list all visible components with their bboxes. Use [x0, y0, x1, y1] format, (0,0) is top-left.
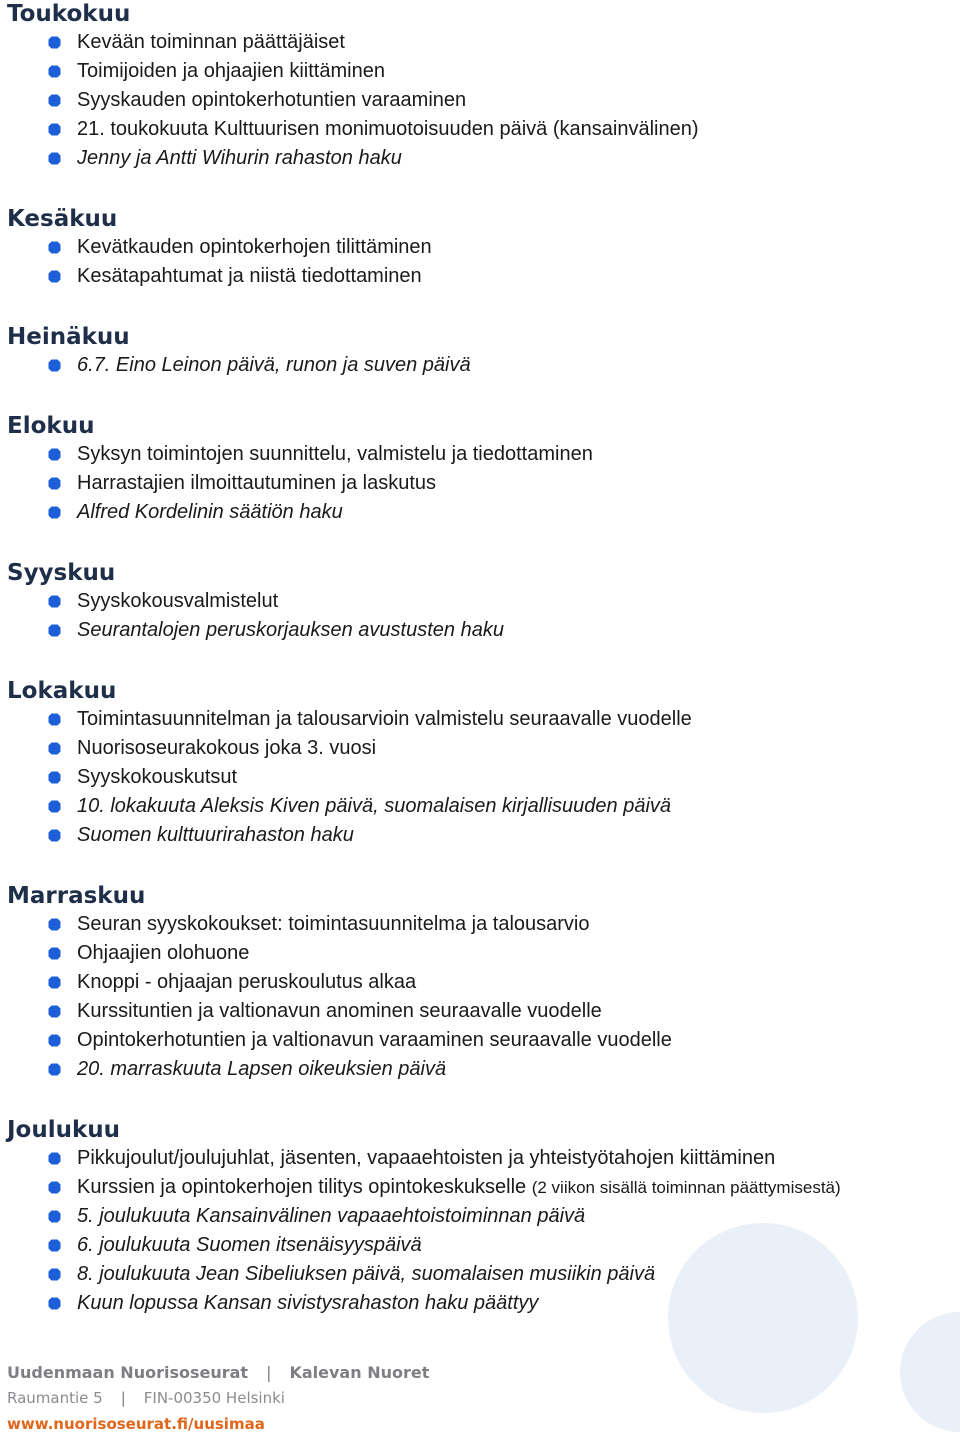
bullet-icon	[48, 1210, 61, 1223]
month-section	[7, 205, 957, 323]
list-item	[7, 616, 957, 645]
list-item	[7, 997, 957, 1026]
footer-address-separator: |	[120, 1389, 126, 1407]
list-item-text: Kuun lopussa Kansan sivistysrahaston haku päättyy	[77, 1292, 539, 1314]
list-item-text: Ohjaajien olohuone	[77, 942, 250, 964]
list-item	[7, 1173, 957, 1202]
list-item-text: Kurssien ja opintokerhojen tilitys opintokeskukselle	[77, 1176, 527, 1198]
list-item	[7, 28, 957, 57]
footer-website-link[interactable]: www.nuorisoseurat.fi/uusimaa	[7, 1415, 265, 1433]
list-item	[7, 587, 957, 616]
list-item	[7, 1231, 957, 1260]
event-list	[7, 233, 957, 291]
bullet-icon	[48, 595, 61, 608]
list-item	[7, 144, 957, 173]
list-item-text: Suomen kulttuurirahaston haku	[77, 824, 354, 846]
list-item	[7, 115, 957, 144]
footer-street: Raumantie 5	[7, 1389, 103, 1407]
event-list	[7, 705, 957, 850]
list-item-text: Kesätapahtumat ja niistä tiedottaminen	[77, 265, 422, 287]
event-list	[7, 440, 957, 527]
month-heading: Heinäkuu	[7, 324, 130, 350]
list-item-text: Kevätkauden opintokerhojen tilittäminen	[77, 236, 432, 258]
month-section	[7, 1116, 957, 1318]
section-spacer	[7, 173, 957, 205]
list-item-text: Nuorisoseurakokous joka 3. vuosi	[77, 737, 377, 759]
bullet-icon	[48, 624, 61, 637]
list-item	[7, 705, 957, 734]
list-item-text: Toimijoiden ja ohjaajien kiittäminen	[77, 60, 385, 82]
month-heading: Kesäkuu	[7, 206, 118, 232]
list-item	[7, 233, 957, 262]
list-item-text: Syyskokouskutsut	[77, 766, 238, 788]
list-item-note: (2 viikon sisällä toiminnan päättymisestä)	[531, 1178, 841, 1197]
list-item-text: 8. joulukuuta Jean Sibeliuksen päivä, suomalaisen musiikin päivä	[77, 1263, 656, 1285]
list-item-text: Harrastajien ilmoittautuminen ja laskutus	[77, 472, 437, 494]
list-item	[7, 469, 957, 498]
section-spacer	[7, 645, 957, 677]
list-item-text: 21. toukokuuta Kulttuurisen monimuotoisuuden päivä (kansainvälinen)	[77, 118, 699, 140]
bullet-icon	[48, 65, 61, 78]
bullet-icon	[48, 947, 61, 960]
footer-address	[7, 1385, 427, 1411]
bullet-icon	[48, 1297, 61, 1310]
list-item-text: 6.7. Eino Leinon päivä, runon ja suven päivä	[77, 354, 471, 376]
bullet-icon	[48, 152, 61, 165]
section-spacer	[7, 291, 957, 323]
bullet-icon	[48, 123, 61, 136]
bullet-icon	[48, 1268, 61, 1281]
list-item-text: Syyskauden opintokerhotuntien varaaminen	[77, 89, 467, 111]
footer-separator: |	[266, 1363, 272, 1382]
list-item-text: 20. marraskuuta Lapsen oikeuksien päivä	[77, 1058, 447, 1080]
month-heading: Marraskuu	[7, 883, 146, 909]
bullet-icon	[48, 976, 61, 989]
list-item	[7, 1026, 957, 1055]
bullet-icon	[48, 829, 61, 842]
bullet-icon	[48, 94, 61, 107]
month-section	[7, 882, 957, 1116]
event-list	[7, 351, 957, 380]
list-item	[7, 1260, 957, 1289]
month-heading: Syyskuu	[7, 560, 116, 586]
list-item	[7, 821, 957, 850]
event-list	[7, 1144, 957, 1318]
bullet-icon	[48, 800, 61, 813]
bullet-icon	[48, 918, 61, 931]
list-item-text: Kurssituntien ja valtionavun anominen seuraavalle vuodelle	[77, 1000, 602, 1022]
list-item	[7, 968, 957, 997]
month-calendar	[7, 0, 957, 1318]
list-item-text: 5. joulukuuta Kansainvälinen vapaaehtoistoiminnan päivä	[77, 1205, 586, 1227]
bullet-icon	[48, 713, 61, 726]
list-item-text: Syksyn toimintojen suunnittelu, valmistelu ja tiedottaminen	[77, 443, 593, 465]
event-list	[7, 910, 957, 1084]
month-heading: Joulukuu	[7, 1117, 121, 1143]
month-section	[7, 0, 957, 205]
list-item	[7, 910, 957, 939]
list-item-text: Alfred Kordelinin säätiön haku	[77, 501, 343, 523]
month-section	[7, 677, 957, 882]
list-item	[7, 440, 957, 469]
footer-org-secondary: Kalevan Nuoret	[289, 1363, 430, 1382]
section-spacer	[7, 850, 957, 882]
list-item	[7, 763, 957, 792]
list-item	[7, 498, 957, 527]
bullet-icon	[48, 771, 61, 784]
section-spacer	[7, 527, 957, 559]
bullet-icon	[48, 448, 61, 461]
list-item-text: Kevään toiminnan päättäjäiset	[77, 31, 345, 53]
bullet-icon	[48, 36, 61, 49]
section-spacer	[7, 1084, 957, 1116]
list-item-text: Syyskokousvalmistelut	[77, 590, 279, 612]
month-heading: Lokakuu	[7, 678, 117, 704]
list-item	[7, 734, 957, 763]
month-heading: Elokuu	[7, 413, 95, 439]
bullet-icon	[48, 477, 61, 490]
list-item	[7, 86, 957, 115]
list-item	[7, 262, 957, 291]
bullet-icon	[48, 1034, 61, 1047]
list-item	[7, 57, 957, 86]
list-item-text: Toimintasuunnitelman ja talousarvioin valmistelu seuraavalle vuodelle	[77, 708, 692, 730]
bullet-icon	[48, 1152, 61, 1165]
list-item	[7, 1055, 957, 1084]
footer-org-primary: Uudenmaan Nuorisoseurat	[7, 1363, 249, 1382]
month-heading: Toukokuu	[7, 1, 131, 27]
list-item-text: Seuran syyskokoukset: toimintasuunnitelma ja talousarvio	[77, 913, 590, 935]
bullet-icon	[48, 1181, 61, 1194]
bullet-icon	[48, 506, 61, 519]
bullet-icon	[48, 241, 61, 254]
list-item-text: Opintokerhotuntien ja valtionavun varaaminen seuraavalle vuodelle	[77, 1029, 672, 1051]
bullet-icon	[48, 1063, 61, 1076]
month-section	[7, 559, 957, 677]
list-item	[7, 1144, 957, 1173]
list-item-text: Seurantalojen peruskorjauksen avustusten haku	[77, 619, 504, 641]
list-item-text: Jenny ja Antti Wihurin rahaston haku	[77, 147, 402, 169]
month-section	[7, 323, 957, 412]
list-item-text: Knoppi - ohjaajan peruskoulutus alkaa	[77, 971, 417, 993]
bullet-icon	[48, 742, 61, 755]
bullet-icon	[48, 359, 61, 372]
event-list	[7, 28, 957, 173]
footer	[7, 1361, 430, 1437]
month-section	[7, 412, 957, 559]
list-item	[7, 792, 957, 821]
list-item-text: 6. joulukuuta Suomen itsenäisyyspäivä	[77, 1234, 422, 1256]
footer-organizations	[7, 1361, 430, 1385]
list-item	[7, 351, 957, 380]
list-item-text: 10. lokakuuta Aleksis Kiven päivä, suomalaisen kirjallisuuden päivä	[77, 795, 672, 817]
list-item	[7, 1202, 957, 1231]
event-list	[7, 587, 957, 645]
bullet-icon	[48, 1239, 61, 1252]
list-item	[7, 1289, 957, 1318]
footer-postal: FIN-00350 Helsinki	[143, 1389, 285, 1407]
bullet-icon	[48, 1005, 61, 1018]
list-item-text: Pikkujoulut/joulujuhlat, jäsenten, vapaaehtoisten ja yhteistyötahojen kiittäminen	[77, 1147, 776, 1169]
bullet-icon	[48, 270, 61, 283]
list-item	[7, 939, 957, 968]
decorative-circle-small	[900, 1312, 960, 1432]
section-spacer	[7, 380, 957, 412]
